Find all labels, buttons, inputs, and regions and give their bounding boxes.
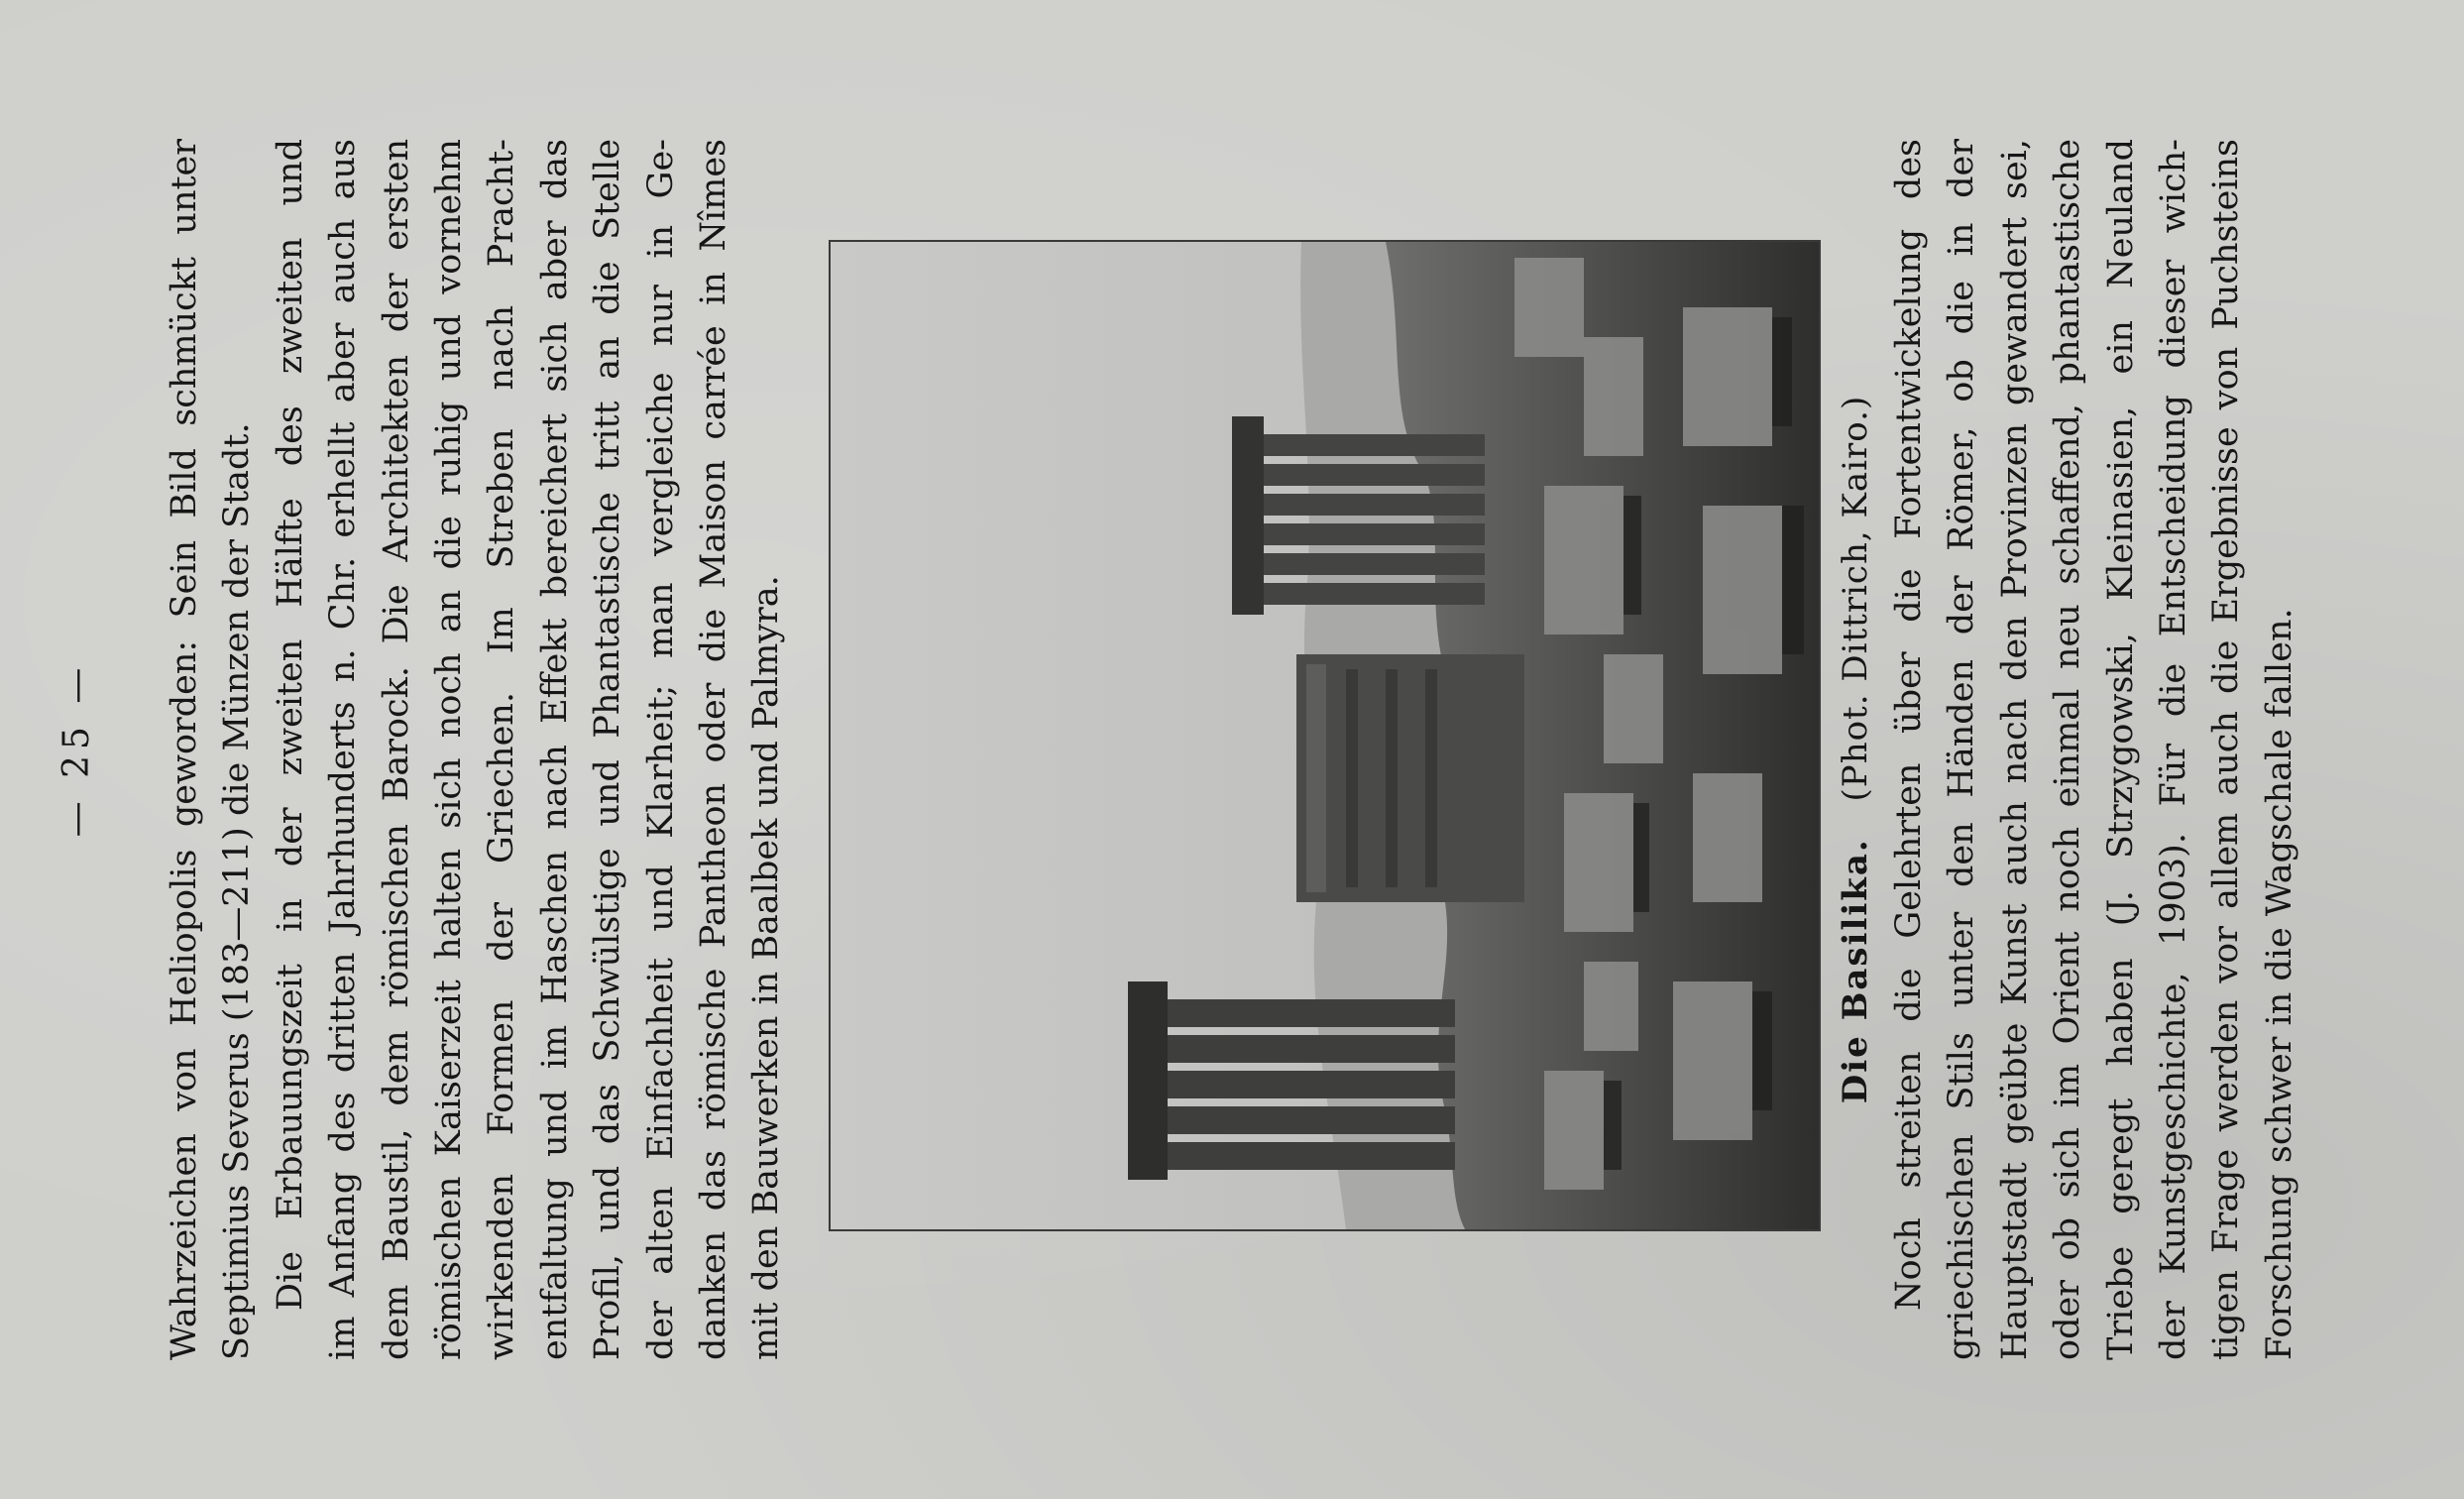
text-line: entfaltung und im Haschen nach Effekt bereichert sich aber das xyxy=(534,139,575,1360)
page-number: — 25 — xyxy=(56,661,97,838)
text-line: Die Erbauungszeit in der zweiten Hälfte des zweiten und xyxy=(270,139,310,1311)
photo-caption xyxy=(1830,0,1882,1499)
text-line: oder ob sich im Orient noch einmal neu schaffend, phantastische xyxy=(2048,139,2088,1360)
text-line: der alten Einfachheit und Klarheit; man vergleiche nur in Ge- xyxy=(640,139,681,1360)
top-paragraph xyxy=(159,139,794,1360)
text-line: Hauptstadt geübte Kunst auch nach den Provinzen gewandert sei, xyxy=(1994,139,2035,1360)
text-line: Septimius Severus (183—211) die Münzen der Stadt. xyxy=(217,422,258,1360)
bottom-paragraph xyxy=(1883,139,2306,1360)
text-line: mit den Bauwerken in Baalbek und Palmyra. xyxy=(746,575,787,1360)
text-line: wirkenden Formen der Griechen. Im Streben nach Pracht- xyxy=(482,139,522,1360)
basilika-photograph xyxy=(829,240,1821,1231)
text-line: römischen Kaiserzeit halten sich noch an die ruhig und vornehm xyxy=(429,139,470,1360)
caption-title: Die Basilika. xyxy=(1836,838,1875,1104)
text-line: Noch streiten die Gelehrten über die Fortentwickelung des xyxy=(1889,139,1929,1311)
text-line: dem Baustil, dem römischen Barock. Die Architekten der ersten xyxy=(376,139,416,1360)
ruins-photo-illustration xyxy=(831,242,1819,1229)
text-line: Triebe geregt haben (J. Strzygowski, Kleinasien, ein Neuland xyxy=(2100,139,2141,1360)
text-line: Profil, und das Schwülstige und Phantastische tritt an die Stelle xyxy=(588,139,628,1360)
text-line: danken das römische Pantheon oder die Maison carrée in Nîmes xyxy=(694,139,734,1360)
text-line: im Anfang des dritten Jahrhunderts n. Chr. erhellt aber auch aus xyxy=(323,139,364,1360)
text-line: tigen Frage werden vor allem auch die Ergebnisse von Puchsteins xyxy=(2206,139,2247,1360)
text-line: der Kunstgeschichte, 1903). Für die Entscheidung dieser wich- xyxy=(2154,139,2194,1360)
text-line: Forschung schwer in die Wagschale fallen. xyxy=(2259,608,2299,1360)
caption-credit: (Phot. Dittrich, Kairo.) xyxy=(1836,395,1875,802)
text-line: griechischen Stils unter den Händen der Römer, ob die in der xyxy=(1942,139,1982,1360)
text-line: Wahrzeichen von Heliopolis geworden: Sein Bild schmückt unter xyxy=(165,139,204,1360)
